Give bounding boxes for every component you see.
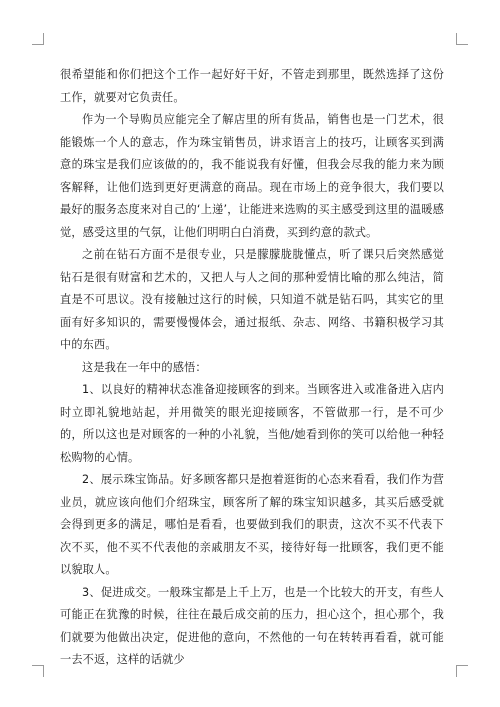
paragraph: 3、促进成交。一般珠宝都是上千上万，也是一个比较大的开支，有些人可能正在犹豫的时候，往往在最后成交前的压力，担心这个，担心那个，我们就要为他做出决定，促进他的意向，不然他的一句在转转再看看，就可能一去不返，这样的话就少 xyxy=(60,585,444,666)
crop-mark-top-left xyxy=(32,33,44,45)
paragraph: 2、展示珠宝饰品。好多顾客都只是抱着逛街的心态来看看，我们作为营业员，就应该向他们介绍珠宝，顾客所了解的珠宝知识越多，其买后感受就会得到更多的满足，哪怕是看看，也要做到我们的职责，这次不买不代表下次不买，他不买不代表他的亲戚朋友不买，接待好每一批顾客，我们更不能以貌取人。 xyxy=(60,473,444,576)
crop-mark-bottom-right xyxy=(456,665,468,677)
paragraph: 之前在钻石方面不是很专业，只是朦朦胧胧懂点，听了课只后突然感觉钻石是很有财富和艺术的，又把人与人之间的那种爱情比喻的那么纯洁，简直是不可思议。没有接触过这行的时候，只知道不就是钻石吗，其实它的里面有好多知识的，需要慢慢体会，通过报纸、杂志、网络、书籍积极学习其中的东西。 xyxy=(60,248,444,351)
crop-mark-top-right xyxy=(456,33,468,45)
paragraph: 这是我在一年中的感悟： xyxy=(82,360,207,374)
crop-mark-bottom-left xyxy=(32,665,44,677)
paragraph: 很希望能和你们把这个工作一起好好干好，不管走到那里，既然选择了这份工作，就要对它负责任。 xyxy=(60,68,444,104)
document-body xyxy=(60,64,444,672)
paragraph: 1、以良好的精神状态准备迎接顾客的到来。当顾客进入或准备进入店内时立即礼貌地站起，并用微笑的眼光迎接顾客，不管做那一行，是不可少的，所以这也是对顾客的一种的小礼貌，当他/她看到你的笑可以给他一种轻松购物的心情。 xyxy=(60,383,444,464)
paragraph: 作为一个导购员应能完全了解店里的所有货品，销售也是一门艺术，很能锻炼一个人的意志，作为珠宝销售员，讲求语言上的技巧，让顾客买到满意的珠宝是我们应该做的的，我不能说我有好懂，但我会尽我的能力来为顾客解释，让他们选到更好更满意的商品。现在市场上的竞争很大，我们要以最好的服务态度来对自己的‘上递’，让能进来选购的买主感受到这里的温暖感觉，感受这里的气氛，让他们明明白白消费，买到约意的款式。 xyxy=(60,113,444,239)
